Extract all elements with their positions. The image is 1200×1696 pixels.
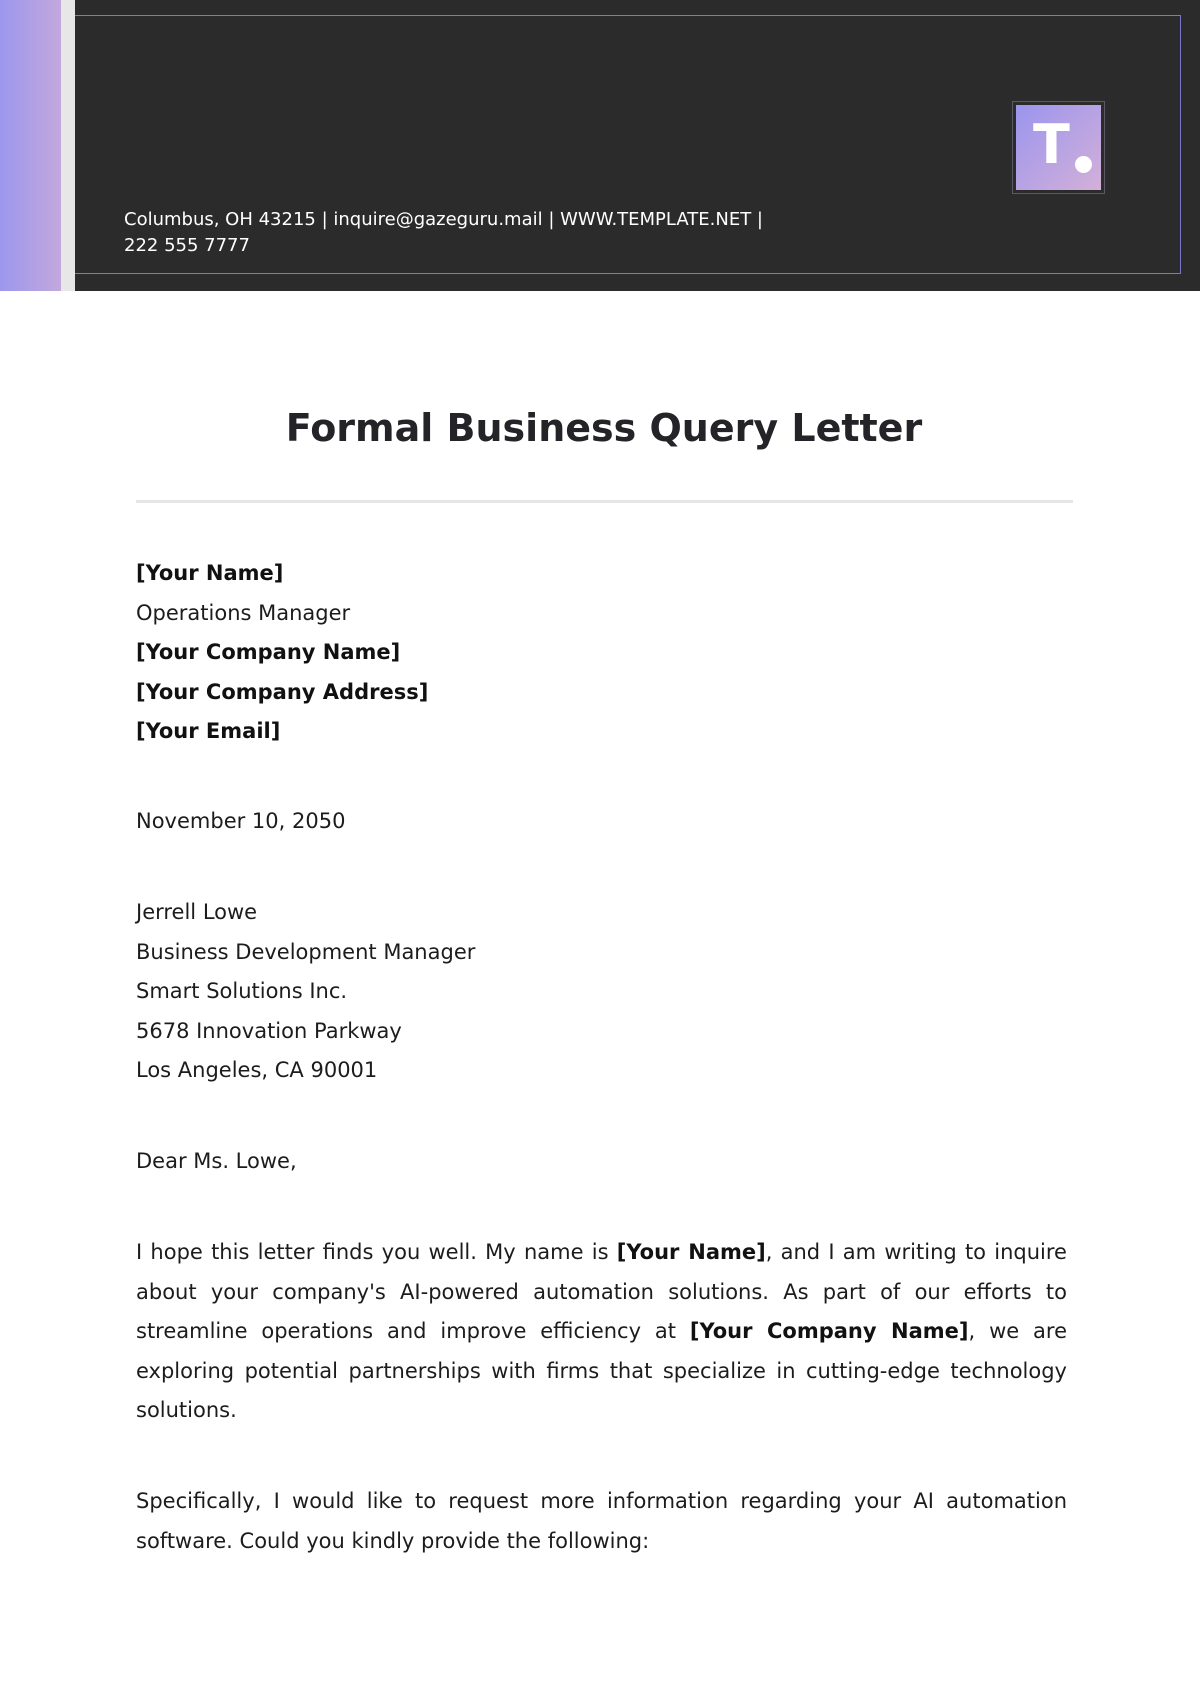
logo-dot: [1075, 156, 1092, 173]
letter-date-block: [136, 802, 1067, 842]
paragraph-1-company-name: [Your Company Name]: [689, 1319, 969, 1343]
sender-block: [136, 554, 1067, 752]
recipient-company: Smart Solutions Inc.: [136, 979, 348, 1003]
title-divider: [136, 500, 1073, 503]
sender-address: [Your Company Address]: [136, 679, 429, 704]
paragraph-2-text: Specifically, I would like to request more information regarding your AI automation software. Could you kindly provide the following:: [136, 1489, 1067, 1553]
sender-company: [Your Company Name]: [136, 640, 401, 664]
contact-line-phone: 222 555 7777: [124, 235, 250, 256]
salutation-block: [136, 1142, 1067, 1182]
letterhead-stripe: [61, 0, 75, 291]
body-paragraph-2: [136, 1482, 1067, 1561]
logo-letter: T: [1033, 113, 1070, 176]
document-title: Formal Business Query Letter: [285, 406, 923, 450]
recipient-street: 5678 Innovation Parkway: [136, 1018, 402, 1043]
paragraph-1-your-name: [Your Name]: [616, 1240, 766, 1264]
logo-tile: [1016, 105, 1101, 190]
sender-position: Operations Manager: [136, 600, 351, 625]
recipient-position: Business Development Manager: [136, 939, 476, 964]
letter-date: November 10, 2050: [136, 809, 346, 833]
letterhead-band: [0, 0, 1200, 291]
contact-line-address: Columbus, OH 43215 | inquire@gazeguru.mail | WWW.TEMPLATE.NET |: [124, 209, 763, 230]
salutation: Dear Ms. Lowe,: [136, 1149, 297, 1173]
body-paragraph-1: [136, 1233, 1067, 1431]
paragraph-1-part-2: , and I am writing to inquire about your company's AI-powered automation solutions. As part of our efforts to streamline operations and improve efficiency at: [136, 1240, 1067, 1343]
sender-name: [Your Name]: [136, 561, 284, 585]
recipient-city: Los Angeles, CA 90001: [136, 1058, 378, 1082]
sender-email: [Your Email]: [136, 719, 281, 743]
recipient-name: Jerrell Lowe: [136, 900, 258, 924]
template-logo-icon: [1012, 101, 1105, 194]
paragraph-1-part-1: I hope this letter finds you well. My name is: [136, 1240, 617, 1264]
paragraph-1-part-3: , we are exploring potential partnerships with firms that specialize in cutting-edge technology solutions.: [136, 1319, 1067, 1422]
letterhead-accent-bar: [0, 0, 61, 291]
recipient-block: [136, 893, 1067, 1091]
paragraph-1-text: [136, 1233, 1067, 1431]
contact-info: [124, 207, 824, 259]
